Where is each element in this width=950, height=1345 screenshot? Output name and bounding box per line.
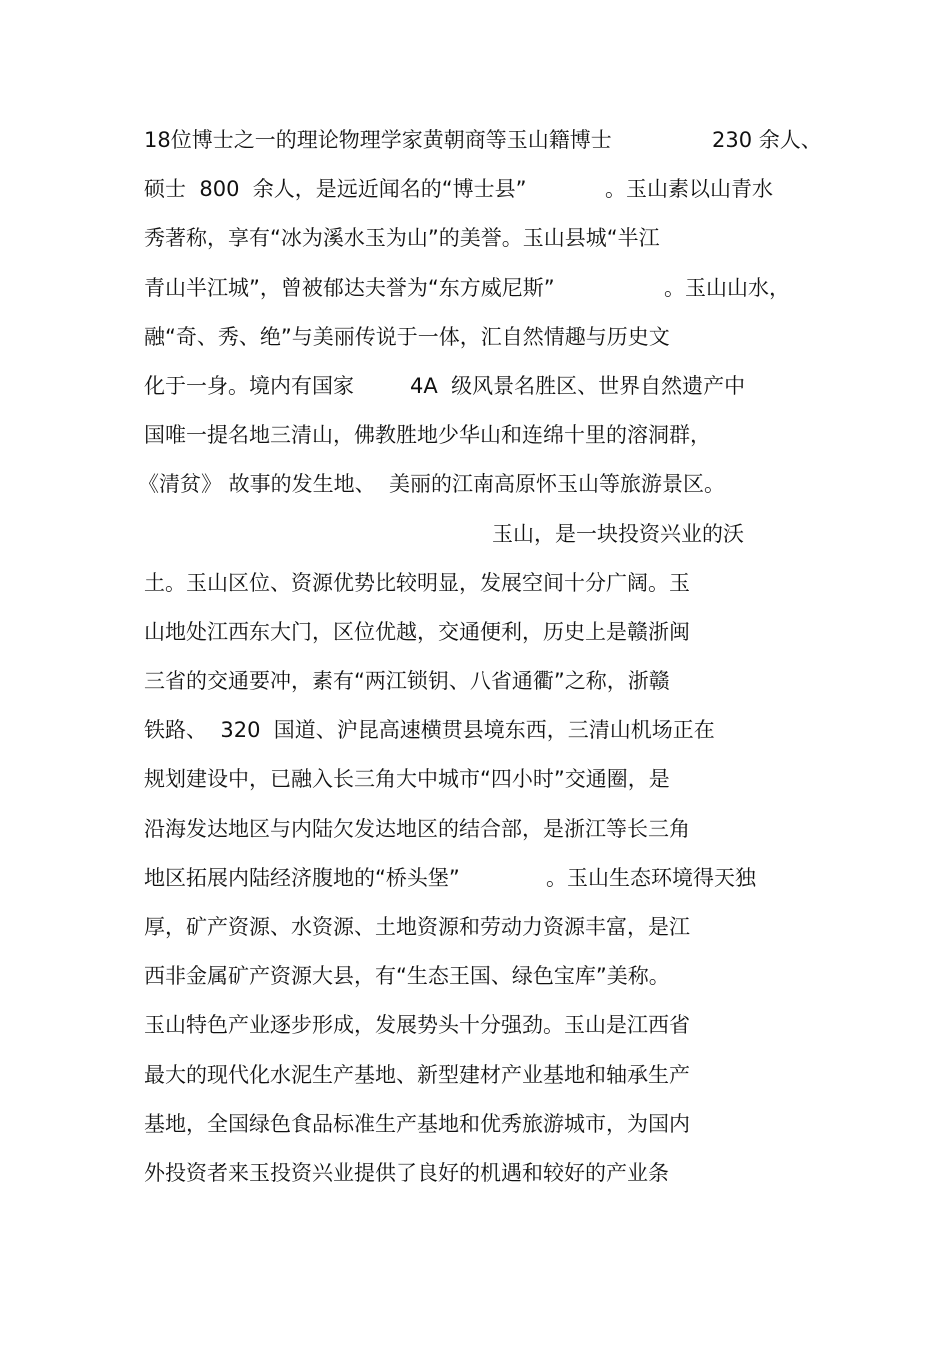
text-segment: 秀著称，享有“冰为溪水玉为山”的美誉。玉山县城“半江 (144, 226, 660, 251)
text-line (0, 755, 950, 804)
text-line (0, 1001, 950, 1050)
text-segment: 土。玉山区位、资源优势比较明显，发展空间十分广阔。玉 (144, 570, 690, 595)
text-line (0, 116, 950, 165)
text-line (0, 706, 950, 755)
text-line (0, 313, 950, 362)
text-line (0, 1100, 950, 1149)
text-line (0, 362, 950, 411)
text-segment: 18位博士之一的理论物理学家黄朝商等玉山籍博士 (144, 128, 612, 152)
text-line (0, 608, 950, 657)
text-line (0, 1051, 950, 1100)
text-segment: 沿海发达地区与内陆欠发达地区的结合部，是浙江等长三角 (144, 816, 690, 841)
text-line (0, 214, 950, 263)
text-segment: 基地，全国绿色食品标准生产基地和优秀旅游城市，为国内 (144, 1111, 690, 1136)
text-segment: 230 余人、 (712, 128, 822, 152)
text-segment: 规划建设中，已融入长三角大中城市“四小时”交通圈，是 (144, 767, 670, 792)
text-segment: 最大的现代化水泥生产基地、新型建材产业基地和轴承生产 (144, 1062, 690, 1087)
text-segment: 山地处江西东大门，区位优越，交通便利，历史上是赣浙闽 (144, 619, 690, 644)
text-segment: 青山半江城”，曾被郁达夫誉为“东方威尼斯” (144, 275, 555, 300)
text-segment: 《清贫》 故事的发生地、 美丽的江南高原怀玉山等旅游景区。 (138, 472, 726, 497)
text-line (0, 903, 950, 952)
text-segment: 化于一身。境内有国家 (144, 373, 354, 398)
body-text (0, 116, 950, 1198)
text-line (0, 1149, 950, 1198)
text-segment: 硕士 800 余人，是远近闻名的“博士县” (144, 177, 527, 202)
text-line (0, 657, 950, 706)
text-segment: 西非金属矿产资源大县，有“生态王国、绿色宝库”美称。 (144, 964, 670, 989)
text-line (0, 805, 950, 854)
text-line (0, 411, 950, 460)
text-line (0, 165, 950, 214)
text-line (0, 264, 950, 313)
text-segment: 。玉山素以山青水 (605, 177, 773, 202)
text-segment: 外投资者来玉投资兴业提供了良好的机遇和较好的产业条 (144, 1160, 669, 1185)
text-line (0, 854, 950, 903)
text-line (0, 559, 950, 608)
text-segment: 融“奇、秀、绝”与美丽传说于一体，汇自然情趣与历史文 (144, 324, 670, 349)
text-segment: 铁路、 320 国道、沪昆高速横贯县境东西，三清山机场正在 (144, 718, 715, 743)
text-line (0, 460, 950, 509)
text-segment: 。玉山山水， (664, 275, 790, 300)
text-segment: 厚，矿产资源、水资源、土地资源和劳动力资源丰富，是江 (144, 915, 690, 939)
text-segment: 玉山特色产业逐步形成，发展势头十分强劲。玉山是江西省 (144, 1013, 690, 1038)
text-segment: 地区拓展内陆经济腹地的“桥头堡” (144, 865, 460, 890)
text-segment: 。玉山生态环境得天独 (546, 865, 756, 890)
text-segment: 玉山，是一块投资兴业的沃 (492, 521, 744, 546)
text-line (0, 510, 950, 559)
text-segment: 国唯一提名地三清山，佛教胜地少华山和连绵十里的溶洞群， (144, 423, 711, 448)
text-line (0, 952, 950, 1001)
text-segment: 三省的交通要冲，素有“两江锁钥、八省通衢”之称，浙赣 (144, 669, 670, 694)
text-segment: 4A 级风景名胜区、世界自然遗产中 (410, 373, 746, 398)
